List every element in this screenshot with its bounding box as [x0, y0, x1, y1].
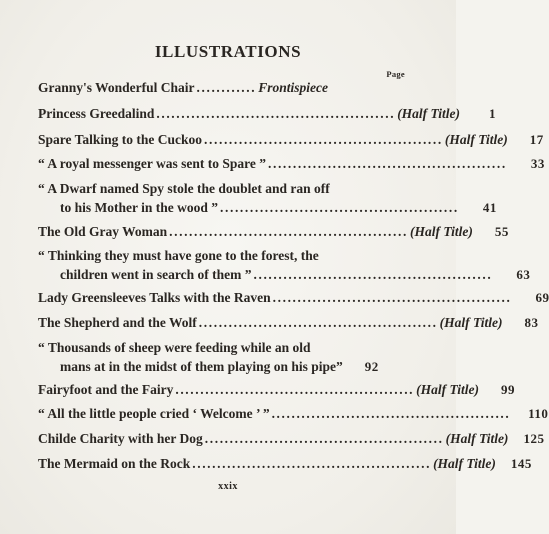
list-item [38, 179, 497, 217]
list-item [38, 288, 549, 307]
list-item [38, 338, 410, 376]
dot-leader: ................................................ [272, 290, 512, 305]
list-item [38, 78, 410, 97]
list-item [38, 313, 539, 332]
list-item [38, 154, 545, 173]
dot-leader: ............ [196, 80, 257, 95]
entry-title: mans at in the midst of them playing on his pipe” [60, 359, 343, 374]
page-column-label: Page [386, 69, 405, 79]
list-item [38, 104, 497, 123]
entry-page-number: 55 [494, 224, 509, 239]
entry-page-number: 145 [510, 456, 532, 471]
list-item [38, 380, 516, 399]
entry-title: Granny's Wonderful Chair [38, 80, 195, 95]
entry-note: (Half Title) [397, 106, 461, 121]
entry-title: Princess Greedalind [38, 106, 155, 121]
entry-title: children went in search of them ” [60, 267, 252, 282]
page-footer-number: xxix [218, 481, 238, 492]
entry-page-number: 63 [516, 267, 531, 282]
list-item [38, 404, 549, 423]
dot-leader: ................................................ [204, 431, 444, 446]
entry-page-number: 33 [530, 156, 545, 171]
dot-leader: ................................................ [271, 406, 511, 421]
dot-leader: ................................................ [192, 456, 432, 471]
entry-note: (Half Title) [444, 132, 508, 147]
entry-title: The Old Gray Woman [38, 224, 168, 239]
entry-title: Spare Talking to the Cuckoo [38, 132, 203, 147]
list-item [38, 130, 544, 149]
entry-title: Fairyfoot and the Fairy [38, 382, 174, 397]
entry-page-number: 125 [523, 431, 545, 446]
page-heading: ILLUSTRATIONS [154, 42, 302, 61]
entry-page-number: 1 [489, 106, 497, 121]
entry-note: (Half Title) [416, 382, 480, 397]
entry-title: The Shepherd and the Wolf [38, 315, 197, 330]
dot-leader: ................................................ [253, 267, 493, 282]
entry-first-line: “ Thinking they must have gone to the forest, the [38, 248, 319, 263]
list-item [38, 246, 531, 284]
entry-title: Childe Charity with her Dog [38, 431, 203, 446]
list-item [38, 222, 509, 241]
dot-leader: ................................................ [198, 315, 438, 330]
dot-leader: ................................................ [268, 156, 507, 171]
list-item [38, 454, 532, 473]
dot-leader: ................................................ [156, 106, 396, 121]
dot-leader: ................................................ [175, 382, 415, 397]
entry-title: to his Mother in the wood ” [60, 200, 219, 215]
dot-leader: ................................................ [220, 200, 459, 215]
entry-title: “ A royal messenger was sent to Spare ” [38, 156, 266, 171]
dot-leader: ................................................ [169, 224, 408, 239]
entry-note: (Half Title) [445, 431, 509, 446]
entry-note: (Half Title) [439, 315, 503, 330]
entry-first-line: “ A Dwarf named Spy stole the doublet and ran off [38, 181, 330, 196]
entry-note: (Half Title) [409, 224, 473, 239]
entry-title: The Mermaid on the Rock [38, 456, 191, 471]
entry-first-line: “ Thousands of sheep were feeding while an old [38, 340, 311, 355]
entry-page-number: 69 [535, 290, 549, 305]
entry-page-number: 17 [529, 132, 544, 147]
entry-page-number: 92 [364, 359, 379, 374]
entry-title: “ All the little people cried ‘ Welcome ’ ” [38, 406, 270, 421]
entry-note: Frontispiece [258, 80, 328, 95]
list-item [38, 429, 545, 448]
entry-title: Lady Greensleeves Talks with the Raven [38, 290, 271, 305]
dot-leader: ................................................ [204, 132, 443, 147]
entry-page-number: 83 [524, 315, 539, 330]
entry-page-number: 99 [501, 382, 516, 397]
entry-page-number: 110 [528, 406, 549, 421]
entry-page-number: 41 [482, 200, 497, 215]
entry-note: (Half Title) [433, 456, 496, 471]
